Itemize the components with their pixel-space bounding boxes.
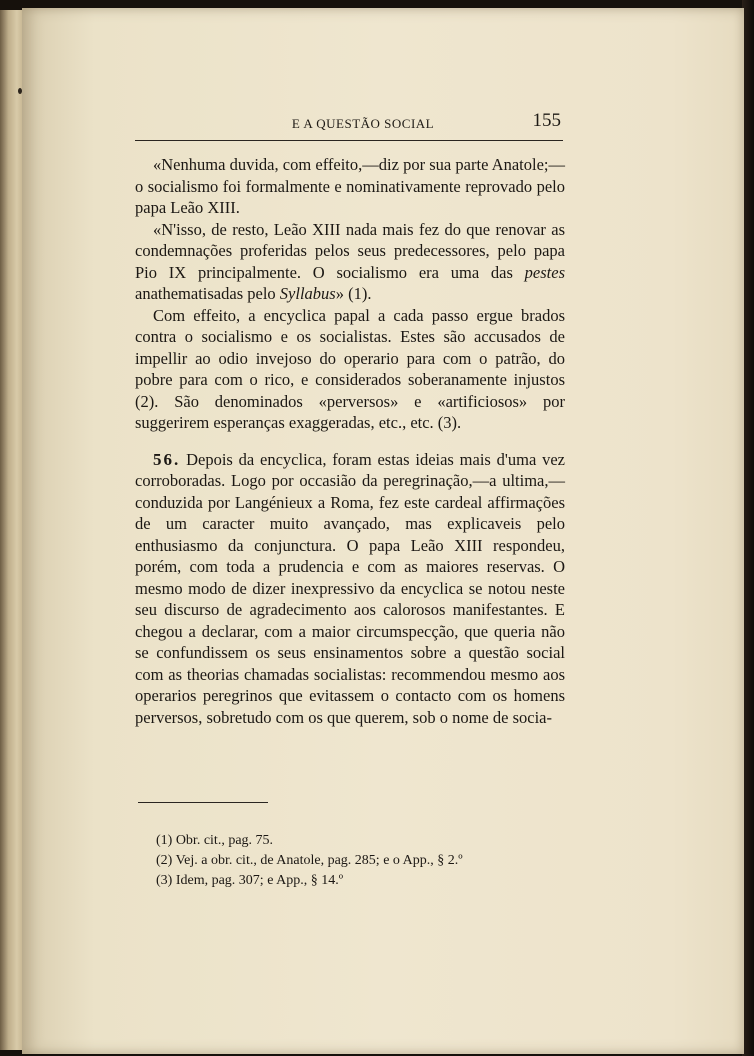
paragraph-2-text-c: » (1). xyxy=(335,284,372,303)
book-spine-edge xyxy=(0,10,24,1050)
footnote-1: (1) Obr. cit., pag. 75. xyxy=(156,833,274,848)
page-header xyxy=(135,110,563,141)
margin-stain xyxy=(18,88,22,94)
paragraph-2 xyxy=(135,219,565,305)
paragraph-2-text-a: «N'isso, de resto, Leão XIII nada mais fez do que renovar as condemnações proferidas pelos seus predecessores, pelo papa Pio IX principalmente. O socialismo era uma das xyxy=(135,219,565,282)
footnote-2: (2) Vej. a obr. cit., de Anatole, pag. 285; e o App., § 2.º xyxy=(156,853,463,868)
paragraph-4 xyxy=(135,449,565,729)
italic-syllabus: Syllabus xyxy=(279,284,336,303)
footnote-divider xyxy=(138,802,268,803)
footnotes xyxy=(156,831,556,891)
paragraph-1: «Nenhuma duvida, com effeito,—diz por sua parte Anatole;—o socialismo foi formalmente e nominativamente reprovado pelo papa Leão XIII. xyxy=(135,155,565,217)
running-head: E A QUESTÃO SOCIAL xyxy=(291,116,435,131)
paragraph-3: Com effeito, a encyclica papal a cada passo ergue brados contra o socialismo e os socialistas. Estes são accusados de impellir ao odio invejoso do operario para com o patrão, do pobre para com o rico, e considerados soberanamente injustos (2). São denominados «perversos» e «artificiosos» por suggerirem esperanças exaggeradas, etc., etc. (3). xyxy=(135,305,565,432)
page-number: 155 xyxy=(532,110,561,131)
paragraph-4-text: Depois da encyclica, foram estas ideias mais d'uma vez corroboradas. Logo por occasião da peregrinação,—a ultima,—conduzida por Langénieux a Roma, fez este cardeal affirmações de um caracter muito avançado, mas explicaveis pelo enthusiasmo da conjunctura. O papa Leão XIII respondeu, porém, com toda a prudencia e com as maiores reservas. O mesmo modo de dizer inexpressivo da encyclica se notou neste seu discurso de agradecimento aos calorosos manifestantes. E chegou a declarar, com a maior circumspecção, que queria não se confundissem os seus ensinamentos sobre a questão social com as theorias chamadas socialistas: recommendou mesmo aos operarios peregrinos que evitassem o contacto com os homens perversos, sobretudo com os que querem, sob o nome de socia- xyxy=(135,449,565,727)
footnote-3: (3) Idem, pag. 307; e App., § 14.º xyxy=(156,873,344,888)
body-text xyxy=(135,154,565,728)
paragraph-2-text-b: anathematisadas pelo xyxy=(135,284,276,303)
italic-pestes: pestes xyxy=(524,262,565,282)
section-number: 56. xyxy=(153,449,181,469)
